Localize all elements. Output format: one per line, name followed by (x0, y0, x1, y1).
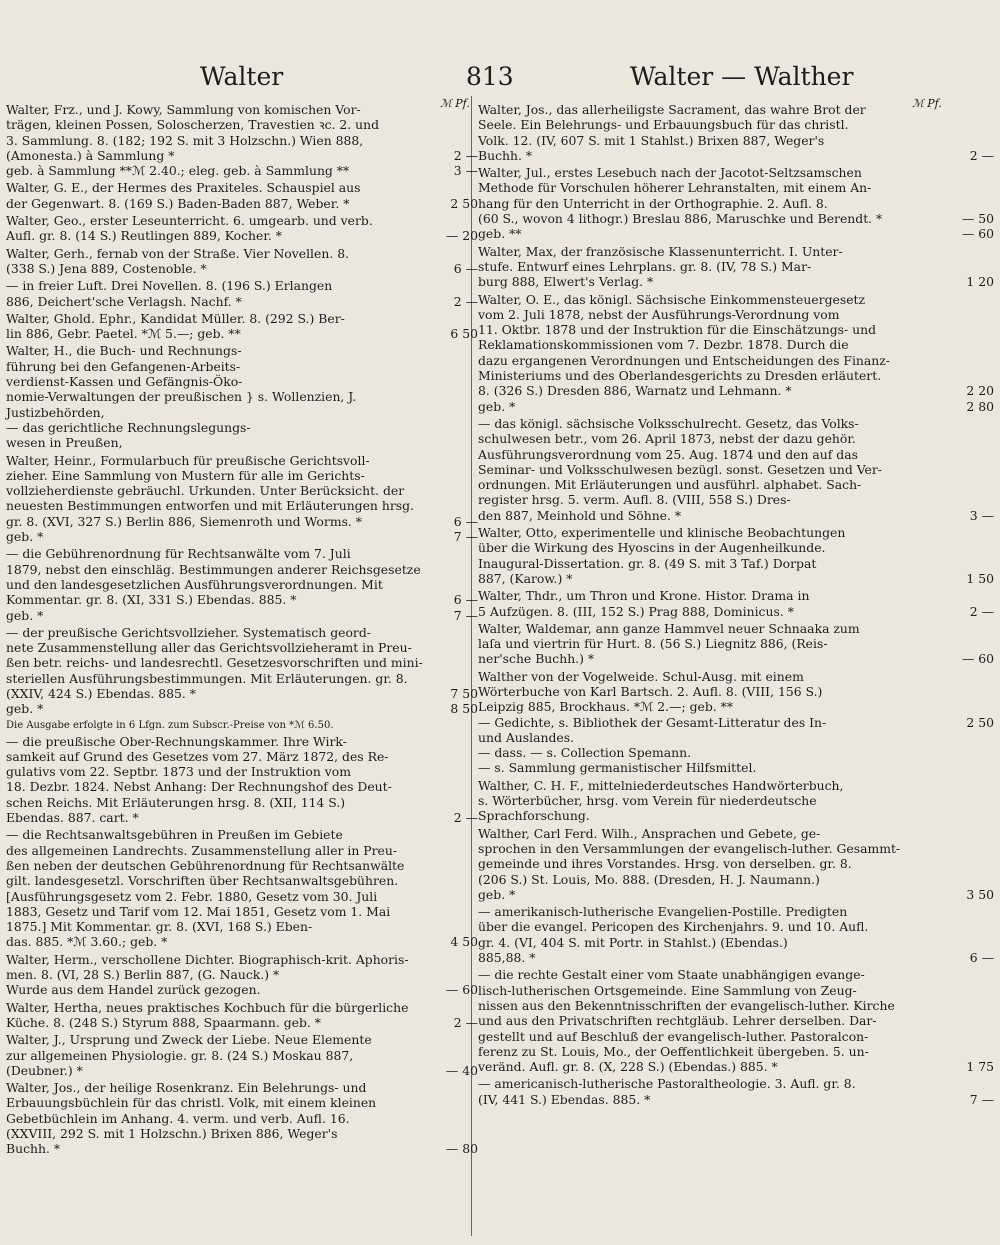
entry-text: Walther, C. H. F., mittelniederdeutsches Handwörterbuch, s. Wörterbücher, hrsg. vom Verein für niederdeutsche Sprachforschung. (478, 777, 844, 824)
catalog-entry (478, 904, 994, 966)
catalog-entry (6, 546, 478, 623)
entry-text: — die preußische Ober-Rechnungskammer. Ihre Wirk- samkeit auf Grund des Gesetzes vom 27. März 1872, des Re- gulativs vom 22. Septbr. 1873 und der Instruktion vom 18. Dezbr. 1824. Nebst Anhang: Der Rechnungshof des Deut- schen Reichs. Mit Erläuterungen hrsg. 8. (XII, 114 S.) Ebendas. 887. cart. * (6, 733, 392, 826)
entry-price: 2 — 3 — (453, 147, 478, 179)
entry-text: — die rechte Gestalt einer vom Staate unabhängigen evange- lisch-lutherischen Ortsgemeinde. Eine Sammlung von Zeug- nissen aus den Bekenntnisschriften der evangelisch-luther. Kirche und aus den Privatschriften rechtgläub. Lehrer derselben. Dar- gestellt und auf Beschluß der evangelisch-luther. Pastoralcon- ferenz zu St. Louis, Mo., der Oeffentlichkeit übergeben. 5. un- veränd. Aufl. gr. 8. (X, 228 S.) (Ebendas.) 885. * (478, 967, 895, 1075)
entry-price: 2 — (969, 603, 994, 619)
entry-price: 6 50 (450, 326, 478, 342)
catalog-entry (6, 719, 464, 732)
entry-price: — 40 (445, 1062, 478, 1078)
catalog-entry (6, 1080, 478, 1157)
entry-price: 1 20 (966, 274, 994, 290)
entry-text: Walter, Geo., erster Leseunterricht. 6. umgearb. und verb. Aufl. gr. 8. (14 S.) Reutlingen 889, Kocher. * (6, 213, 373, 244)
catalog-entry (478, 165, 994, 242)
entry-price: 6 — (969, 950, 994, 966)
entry-text: Die Ausgabe erfolgte in 6 Lfgn. zum Subscr.-Preise von *ℳ 6.50. (6, 719, 334, 731)
entry-price: 6 — (453, 260, 478, 276)
entry-price: 2 — (969, 147, 994, 163)
catalog-entry (6, 624, 478, 717)
catalog-entry (6, 245, 478, 277)
catalog-entry (478, 778, 936, 824)
catalog-entry (478, 291, 994, 414)
entry-text: Walter, Max, der französische Klassenunterricht. I. Unter- stufe. Entwurf eines Lehrplans. gr. 8. (IV, 78 S.) Mar- burg 888, Elwert's Verlag. * (478, 243, 843, 290)
catalog-entry (6, 278, 478, 309)
entry-price: 2 50 (450, 195, 478, 211)
running-head-right: Walter — Walther (630, 62, 854, 91)
entry-price: 7 50 8 50 (450, 685, 478, 717)
entry-text: — americanisch-lutherische Pastoraltheologie. 3. Aufl. gr. 8. (IV, 441 S.) Ebendas. 885. * (478, 1076, 856, 1107)
entry-text: Walter, Frz., und J. Kowy, Sammlung von komischen Vor- trägen, kleinen Possen, Soloscherzen, Travestien ꝛc. 2. und 3. Sammlung. 8. (182; 192 S. mit 3 Holzschn.) Wien 888, (Amonesta.) à Sammlung * geb. à Sammlung **ℳ 2.40.; eleg. geb. à Sammlung ** (6, 102, 380, 179)
entry-text: Walter, O. E., das königl. Sächsische Einkommensteuergesetz vom 2. Juli 1878, nebst der Ausführungs-Verordnung vom 11. Oktbr. 1878 und der Instruktion für die Einschätzungs- und Reklamationskommissionen vom 7. Dezbr. 1878. Durch die dazu ergangenen Verordnungen und Entscheidungen des Finanz- Ministeriums und des Oberlandesgerichts zu Dresden erläutert. 8. (326 S.) Dresden 886, Warnatz und Lehmann. * geb. * (478, 291, 890, 414)
catalog-entry (6, 180, 478, 211)
catalog-entry (478, 415, 994, 523)
catalog-entry (6, 452, 478, 545)
catalog-entry (478, 243, 994, 290)
entry-price: 2 20 2 80 (966, 383, 994, 414)
entry-text: Walter, J., Ursprung und Zweck der Liebe. Neue Elemente zur allgemeinen Physiologie. gr. 8. (24 S.) Moskau 887, (Deubner.) * (6, 1032, 372, 1078)
catalog-entry (478, 620, 994, 667)
entry-text: Walter, Waldemar, ann ganze Hammvel neuer Schnaaka zum laſa und viertrin für Hurt. 8. (56 S.) Liegnitz 886, (Reis- ner'sche Buchh.) * (478, 620, 860, 667)
entry-price: — 60 (961, 651, 994, 667)
entry-text: Walter, Herm., verschollene Dichter. Biographisch-krit. Aphoris- men. 8. (VI, 28 S.) Berlin 887, (G. Nauck.) * Wurde aus dem Handel zurück gezogen. (6, 951, 409, 998)
entry-text: Walter, Jos., der heilige Rosenkranz. Ein Belehrungs- und Erbauungsbüchlein für das christl. Volk, mit einem kleinen Gebetbüchlein im Anhang. 4. verm. und verb. Aufl. 16. (XXVIII, 292 S. mit 1 Holzschn.) Brixen 886, Weger's Buchh. * (6, 1080, 377, 1157)
catalog-entry (478, 588, 994, 619)
entry-price: 2 — (453, 810, 478, 826)
catalog-entry (6, 1032, 478, 1078)
entry-text: Walter, Otto, experimentelle und klinische Beobachtungen über die Wirkung des Hyoscins in der Augenheilkunde. Inaugural-Dissertation. gr. 8. (49 S. mit 3 Taf.) Dorpat 887, (Karow.) * (478, 525, 846, 586)
entry-text: — amerikanisch-lutherische Evangelien-Postille. Predigten über die evangel. Pericopen des Kirchenjahrs. 9. und 10. Aufl. gr. 4. (VI, 404 S. mit Portr. in Stahlst.) (Ebendas.) 885,88. * (478, 904, 869, 966)
entry-text: — die Gebührenordnung für Rechtsanwälte vom 7. Juli 1879, nebst den einschläg. Bestimmungen anderer Reichsgesetze und den landesgesetzlichen Ausführungsverordnungen. Mit Kommentar. gr. 8. (XI, 331 S.) Ebendas. 885. * geb. * (6, 546, 421, 623)
catalog-entry (478, 668, 994, 776)
entry-price: 6 — 7 — (453, 513, 478, 545)
entry-text: Walter, H., die Buch- und Rechnungs- führung bei den Gefangenen-Arbeits- verdienst-Kassen und Gefängnis-Öko- nomie-Verwaltungen der preußischen } s. Wollenzien, J. Justizbehörden, — das gerichtliche Rechnungslegungs- wesen in Preußen, (6, 343, 357, 451)
catalog-entry (6, 310, 478, 342)
page-number: 813 (466, 62, 514, 91)
entry-text: — der preußische Gerichtsvollzieher. Systematisch geord- nete Zusammenstellung aller das Gerichtsvollzieheramt in Preu- ßen betr. reichs- und landesrechtl. Gesetzesvorschriften und mini- steriellen Ausführungsbestimmungen. Mit Erläuterungen. gr. 8. (XXIV, 424 S.) Ebendas. 885. * geb. * (6, 624, 423, 717)
entry-text: Walther, Carl Ferd. Wilh., Ansprachen und Gebete, ge- sprochen in den Versammlungen der evangelisch-luther. Gesammt- gemeinde und ihres Vorstandes. Hrsg. von derselben. gr. 8. (206 S.) St. Louis, Mo. 888. (Dresden, H. J. Naumann.) geb. * (478, 825, 901, 902)
entry-text: Walter, Jul., erstes Lesebuch nach der Jacotot-Seltzsamschen Methode für Vorschulen höherer Lehranstalten, mit einem An- hang für den Unterricht in der Orthographie. 2. Aufl. 8. (60 S., wovon 4 lithogr.) Breslau 886, Maruschke und Berendt. * geb. ** (478, 165, 883, 242)
running-head-left: Walter (200, 62, 284, 91)
entry-price: 2 50 (966, 714, 994, 730)
entry-price: 7 — (969, 1091, 994, 1107)
catalog-entry (6, 827, 478, 950)
catalog-entry (478, 1076, 994, 1107)
entry-price: 2 — (453, 293, 478, 309)
catalog-entry (478, 967, 994, 1075)
entry-price: 3 — (969, 507, 994, 523)
catalog-entry (6, 951, 478, 998)
entry-text: Walter, Thdr., um Thron und Krone. Histor. Drama in 5 Aufzügen. 8. (III, 152 S.) Prag 888, Dominicus. * (478, 588, 810, 619)
catalog-entry (6, 213, 478, 244)
entry-text: Walter, Hertha, neues praktisches Kochbuch für die bürgerliche Küche. 8. (248 S.) Styrum 888, Spaarmann. geb. * (6, 999, 409, 1030)
entry-text: Walther von der Vogelweide. Schul-Ausg. mit einem Wörterbuche von Karl Bartsch. 2. Aufl. 8. (VIII, 156 S.) Leipzig 885, Brockhaus. *ℳ 2.—; geb. ** — Gedichte, s. Bibliothek der Gesamt-Litteratur des In- und Auslandes. — dass. — s. Collection Spemann. — s. Sammlung germanistischer Hilfsmittel. (478, 668, 827, 776)
entry-price: 3 50 (966, 886, 994, 902)
catalog-entry (478, 525, 994, 586)
entry-price: 6 — 7 — (453, 592, 478, 623)
entry-text: — die Rechtsanwaltsgebühren in Preußen im Gebiete des allgemeinen Landrechts. Zusammenstellung aller in Preu- ßen neben der deutschen Gebührenordnung für Rechtsanwälte gilt. landesgesetzl. Vorschriften über Rechtsanwaltsgebühren. [Ausführungsgesetz vom 2. Febr. 1880, Gesetz vom 30. Juli 1883, Gesetz und Tarif vom 12. Mai 1851, Gesetz vom 1. Mai 1875.] Mit Kommentar. gr. 8. (XVI, 168 S.) Eben- das. 885. *ℳ 3.60.; geb. * (6, 827, 405, 950)
entry-text: — das königl. sächsische Volksschulrecht. Gesetz, das Volks- schulwesen betr., vom 26. April 1873, nebst der dazu gehör. Ausführungsverordnung vom 25. Aug. 1874 und den auf das Seminar- und Volksschulwesen bezügl. sonst. Gesetzen und Ver- ordnungen. Mit Erläuterungen und ausführl. alphabet. Sach- register hrsg. 5. verm. Aufl. 8. (VIII, 558 S.) Dres- den 887, Meinhold und Söhne. * (478, 415, 882, 523)
entry-text: — in freier Luft. Drei Novellen. 8. (196 S.) Erlangen 886, Deichert'sche Verlagsh. Nachf. * (6, 278, 333, 309)
entry-text: Walter, Ghold. Ephr., Kandidat Müller. 8. (292 S.) Ber- lin 886, Gebr. Paetel. *ℳ 5.—; geb. ** (6, 310, 345, 342)
entry-price: — 50 — 60 (961, 211, 994, 242)
entry-price: 1 50 (966, 570, 994, 586)
entry-text: Walter, Heinr., Formularbuch für preußische Gerichtsvoll- zieher. Eine Sammlung von Mustern für alle im Gerichts- vollzieherdienste gebräuchl. Urkunden. Unter Berücksicht. der neuesten Bestimmungen entworfen und mit Erläuterungen hrsg. gr. 8. (XVI, 327 S.) Berlin 886, Siemenroth und Worms. * geb. * (6, 452, 414, 545)
entry-price: 2 — (453, 1014, 478, 1030)
catalog-entry (6, 999, 478, 1031)
entry-text: Walter, Gerh., fernab von der Straße. Vier Novellen. 8. (338 S.) Jena 889, Costenoble. * (6, 245, 350, 276)
catalog-entry (6, 733, 478, 826)
price-unit-left: ℳ Pf. (440, 97, 470, 110)
entry-price: 1 75 (966, 1059, 994, 1075)
entry-text: Walter, Jos., das allerheiligste Sacrament, das wahre Brot der Seele. Ein Belehrungs- und Erbauungsbuch für das christl. Volk. 12. (IV, 607 S. mit 1 Stahlst.) Brixen 887, Weger's Buchh. * (478, 102, 866, 163)
price-unit-right: ℳ Pf. (912, 97, 942, 110)
entry-price: — 80 (445, 1141, 478, 1157)
entry-text: Walter, G. E., der Hermes des Praxiteles. Schauspiel aus der Gegenwart. 8. (169 S.) Baden-Baden 887, Weber. * (6, 180, 361, 211)
catalog-entry (478, 825, 994, 902)
entry-price: — 20 (445, 228, 478, 244)
catalog-entry (6, 343, 464, 450)
entry-price: — 60 (445, 982, 478, 998)
entry-price: 4 50 (450, 934, 478, 950)
